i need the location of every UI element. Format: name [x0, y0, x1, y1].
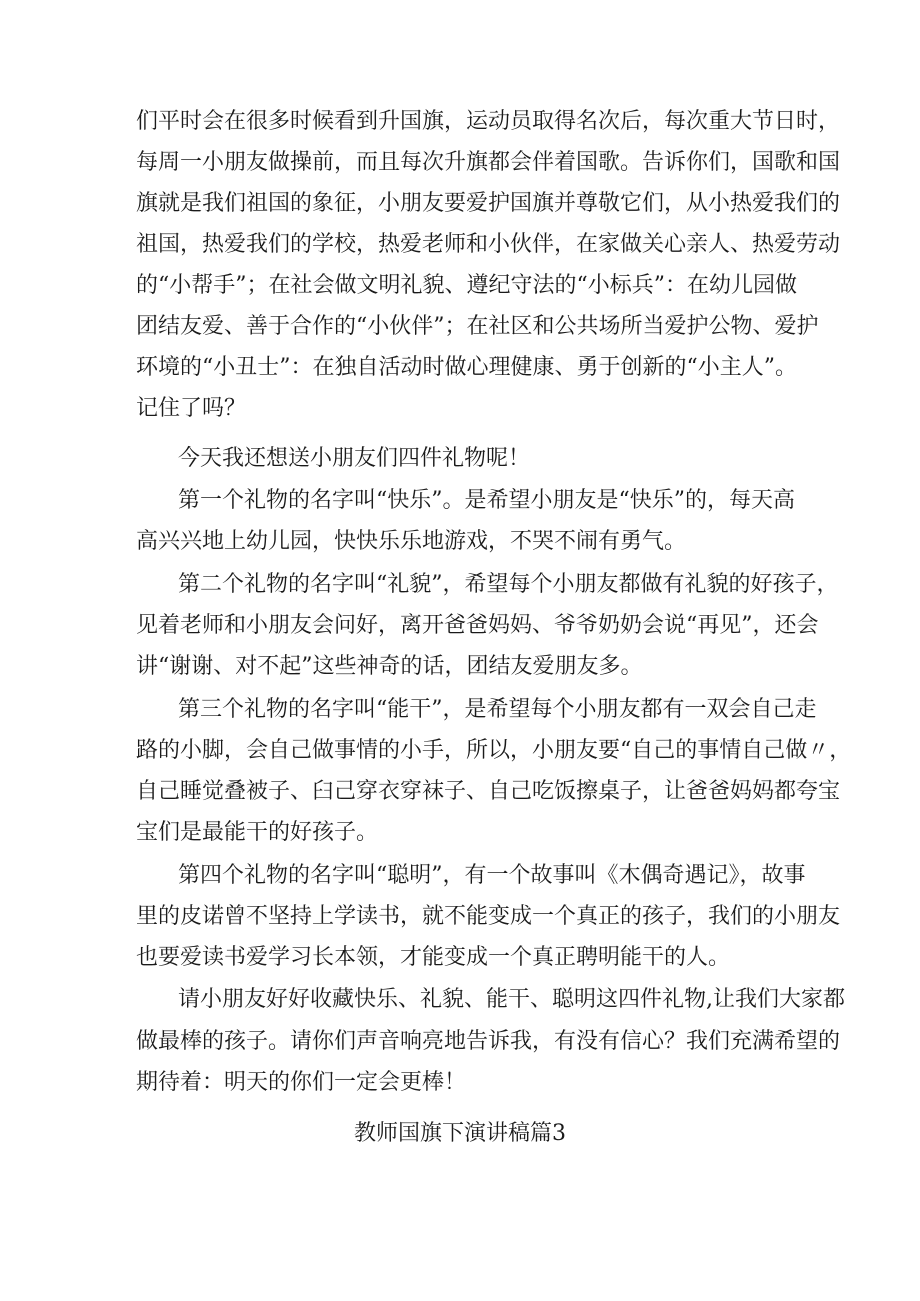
text-line: 路的小脚，会自己做事情的小手，所以，小朋友要“自己的事情自己做〃， [136, 738, 852, 763]
text-line: 第二个礼物的名字叫“礼貌”，希望每个小朋友都做有礼貌的好孩子， [178, 572, 839, 597]
text-line: 记住了吗？ [136, 396, 247, 421]
text-line: 今天我还想送小朋友们四件礼物呢！ [178, 446, 531, 471]
text-line: 祖国，热爱我们的学校，热爱老师和小伙伴，在家做关心亲人、热爱劳动 [136, 232, 841, 257]
text-line: 高兴兴地上幼儿园，快快乐乐地游戏，不哭不闹有勇气。 [136, 529, 687, 554]
text-line: 也要爱读书爱学习长本领，才能变成一个真正聘明能干的人。 [136, 945, 731, 970]
text-line: 们平时会在很多时候看到升国旗，运动员取得名次后，每次重大节日时， [136, 109, 841, 134]
text-line: 宝们是最能干的好孩子。 [136, 820, 379, 845]
text-line: 环境的“小丑士”：在独自活动时做心理健康、勇于创新的“小主人”。 [136, 355, 797, 380]
text-line: 里的皮诺曾不坚持上学读书，就不能变成一个真正的孩子，我们的小朋友 [136, 904, 841, 929]
text-line: 团结友爱、善于合作的“小伙伴”；在社区和公共场所当爱护公物、爱护 [136, 314, 819, 339]
text-line: 自己睡觉叠被子、臼己穿衣穿袜子、自己吃饭擦桌子，让爸爸妈妈都夸宝 [136, 779, 841, 804]
text-line: 见着老师和小朋友会问好，离开爸爸妈妈、爷爷奶奶会说“再见”，还会 [136, 613, 819, 638]
text-line: 第三个礼物的名字叫“能干”，是希望每个小朋友都有一双会自己走 [178, 697, 817, 722]
text-line: 第一个礼物的名字叫“快乐”。是希望小朋友是“快乐”的，每天高 [178, 488, 795, 513]
text-line: 的“小帮手”；在社会做文明礼貌、遵纪守法的“小标兵”：在幼儿园做 [136, 273, 797, 298]
text-line: 旗就是我们祖国的象征，小朋友要爱护国旗并尊敬它们，从小热爱我们的 [136, 191, 841, 216]
text-line: 期待着：明天的你们一定会更棒！ [136, 1070, 467, 1095]
text-line: 做最棒的孩子。请你们声音响亮地告诉我，有没有信心？我们充满希望的 [136, 1029, 841, 1054]
text-line: 第四个礼物的名字叫“聪明”，有一个故事叫《木偶奇遇记》，故事 [178, 863, 806, 888]
section-heading: 教师国旗下演讲稿篇3 [354, 1121, 566, 1146]
text-line: 讲“谢谢、对不起”这些神奇的话，团结友爱朋友多。 [136, 654, 643, 679]
text-line: 每周一小朋友做操前，而且每次升旗都会伴着国歌。告诉你们，国歌和国 [136, 150, 841, 175]
text-line: 请小朋友好好收藏快乐、礼貌、能干、聪明这四件礼物,让我们大家都 [178, 987, 845, 1012]
